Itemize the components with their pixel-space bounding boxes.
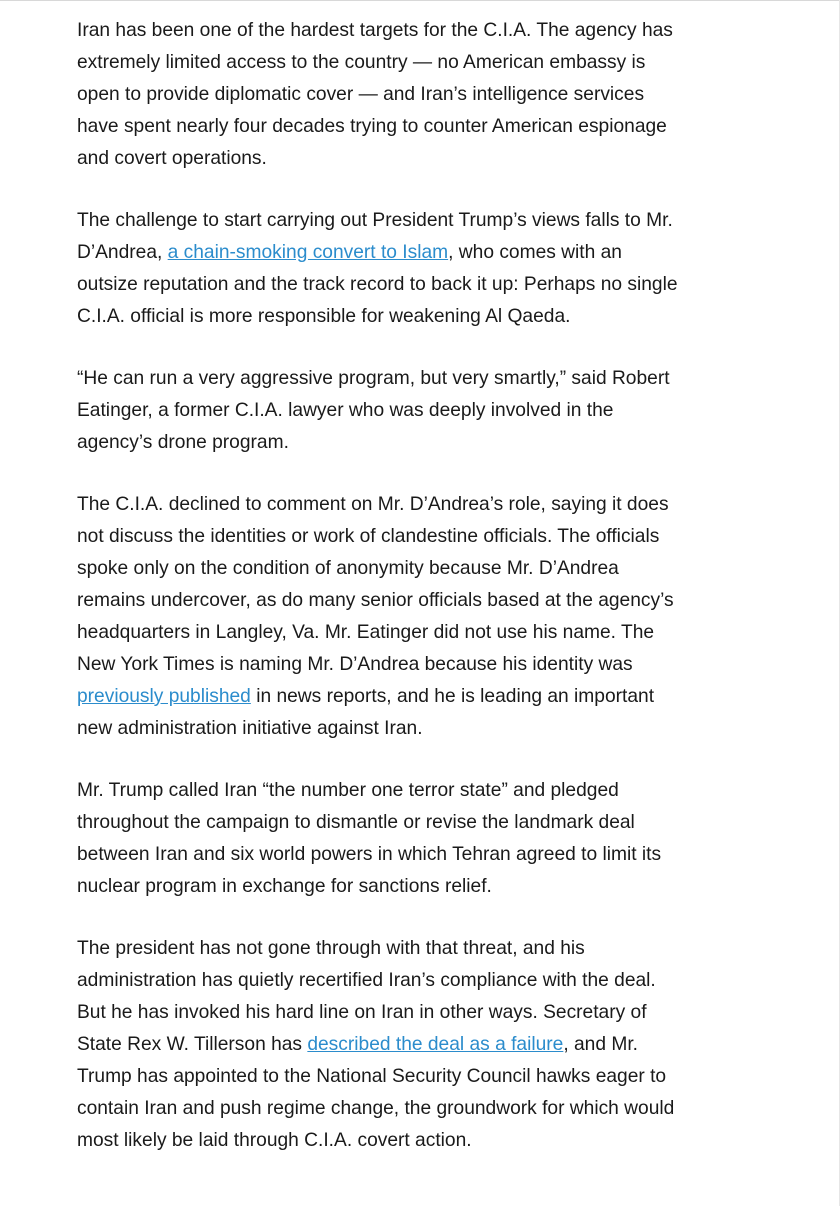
paragraph-1 <box>77 15 687 175</box>
paragraph-text: Mr. Trump called Iran “the number one terror state” and pledged throughout the campaign to dismantle or revise the landmark deal between Iran and six world powers in which Tehran agreed to limit its nuclear program in exchange for sanctions relief. <box>77 780 662 897</box>
paragraph-text: The challenge to start carrying out President Trump’s views falls to Mr. D’Andrea, <box>77 210 673 263</box>
paragraph-4 <box>77 489 687 745</box>
paragraph-6 <box>77 933 687 1157</box>
top-border <box>0 0 840 1</box>
paragraph-text: Iran has been one of the hardest targets for the C.I.A. The agency has extremely limited access to the country — no American embassy is open to provide diplomatic cover — and Iran’s intelligence services have spent nearly four decades trying to counter American espionage and covert operations. <box>77 20 673 169</box>
paragraph-5 <box>77 775 687 903</box>
chain-smoking-convert-link[interactable]: a chain-smoking convert to Islam <box>167 242 449 263</box>
previously-published-link[interactable]: previously published <box>77 686 251 707</box>
paragraph-2 <box>77 205 687 333</box>
described-deal-failure-link[interactable]: described the deal as a failure <box>307 1034 564 1055</box>
paragraph-text: The president has not gone through with that threat, and his administration has quietly recertified Iran’s compliance with the deal. But he has invoked his hard line on Iran in other ways. Secretary of State Rex W. Tillerson has <box>77 938 656 1055</box>
paragraph-text: , who comes with an outsize reputation and the track record to back it up: Perhaps no single C.I.A. official is more responsible for weakening Al Qaeda. <box>77 242 678 327</box>
paragraph-text: The C.I.A. declined to comment on Mr. D’Andrea’s role, saying it does not discuss the identities or work of clandestine officials. The officials spoke only on the condition of anonymity because Mr. D’Andrea remains undercover, as do many senior officials based at the agency’s headquarters in Langley, Va. Mr. Eatinger did not use his name. The New York Times is naming Mr. D’Andrea because his identity was <box>77 494 674 675</box>
paragraph-text: in news reports, and he is leading an important new administration initiative against Iran. <box>77 686 655 739</box>
article-body <box>77 15 687 1187</box>
paragraph-3 <box>77 363 687 459</box>
paragraph-text: “He can run a very aggressive program, but very smartly,” said Robert Eatinger, a former C.I.A. lawyer who was deeply involved in the agency’s drone program. <box>77 368 670 453</box>
paragraph-text: , and Mr. Trump has appointed to the National Security Council hawks eager to contain Iran and push regime change, the groundwork for which would most likely be laid through C.I.A. covert action. <box>77 1034 675 1151</box>
